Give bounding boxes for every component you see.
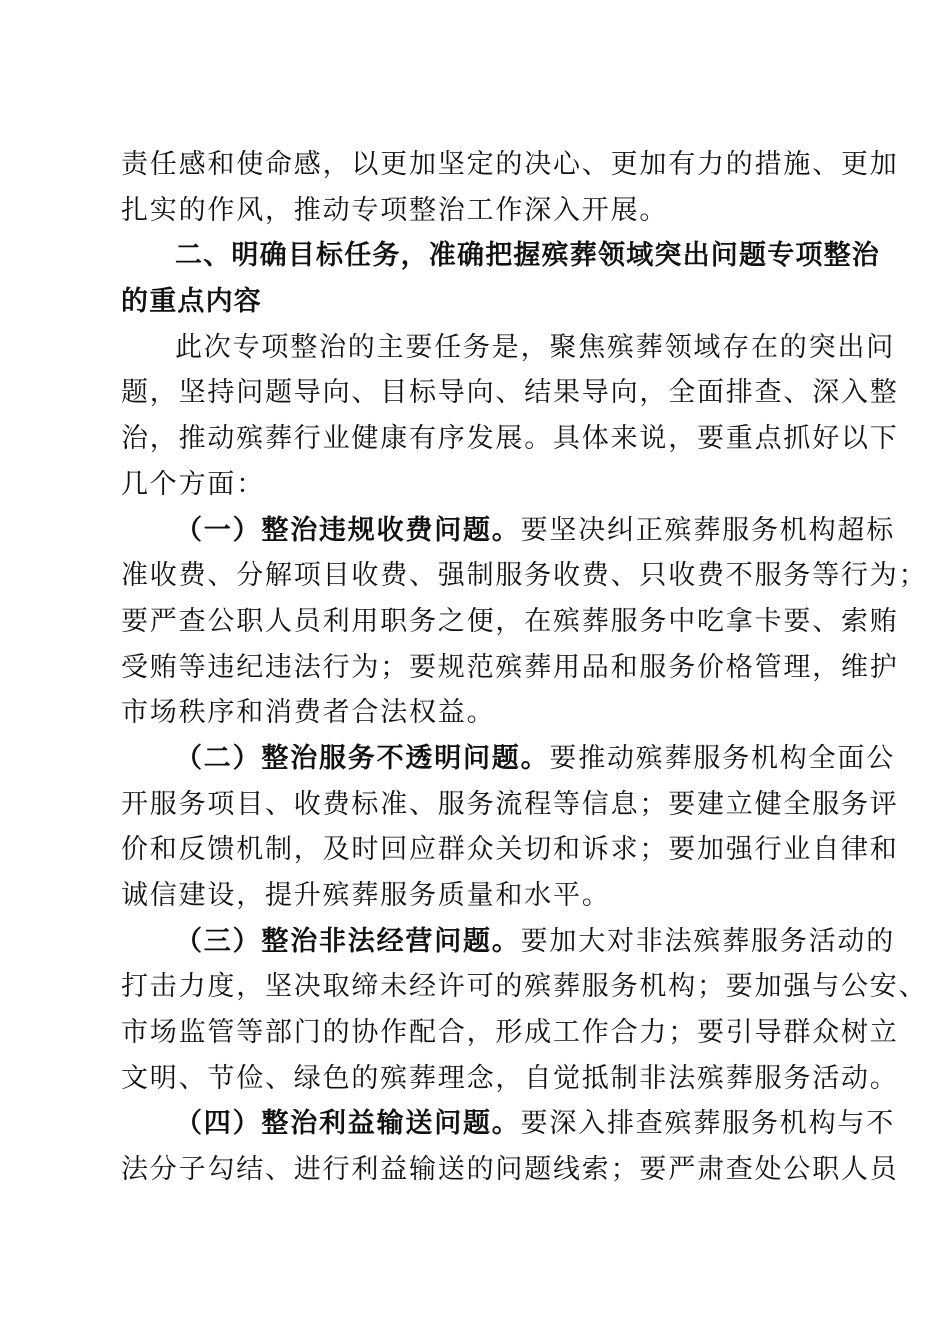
text-line: 扎实的作风，推动专项整治工作深入开展。 [121,194,669,226]
text-line: 市场秩序和消费者合法权益。 [121,697,496,729]
text-line: 治，推动殡葬行业健康有序发展。具体来说，要重点抓好以下 [121,423,899,455]
text-line: 此次专项整治的主要任务是，聚焦殡葬领域存在的突出问 [175,331,895,363]
text-line: 准收费、分解项目收费、强制服务收费、只收费不服务等行为； [121,560,928,592]
paragraph-main-tasks [121,325,899,508]
text-line: 市场监管等部门的协作配合，形成工作合力；要引导群众树立 [121,1017,899,1049]
text-line [121,919,896,965]
text-line [121,1101,896,1147]
item-text: 要深入排查殡葬服务机构与不 [520,1108,896,1140]
text-line: 法分子勾结、进行利益输送的问题线索；要严肃查处公职人员 [121,1154,899,1186]
item-text: 要加大对非法殡葬服务活动的 [520,925,896,957]
text-line [121,736,896,782]
text-line: 开服务项目、收费标准、服务流程等信息；要建立健全服务评 [121,788,899,820]
item-lead: （三）整治非法经营问题。 [175,925,521,957]
heading-line: 的重点内容 [121,286,262,318]
paragraph-item-3 [121,919,928,1102]
paragraph-item-1 [121,508,928,736]
text-line: 题，坚持问题导向、目标导向、结果导向，全面排查、深入整 [121,377,899,409]
text-line: 几个方面： [121,468,265,500]
text-line: 打击力度，坚决取缔未经许可的殡葬服务机构；要加强与公安、 [121,971,928,1003]
text-line [121,508,896,554]
item-lead: （二）整治服务不透明问题。 [175,742,550,774]
text-line: 受贿等违纪违法行为；要规范殡葬用品和服务价格管理，维护 [121,651,899,683]
paragraph-item-4 [121,1101,899,1192]
text-line: 要严查公职人员利用职务之便，在殡葬服务中吃拿卡要、索贿 [121,605,899,637]
text-line: 诚信建设，提升殡葬服务质量和水平。 [121,880,611,911]
text-line: 价和反馈机制，及时回应群众关切和诉求；要加强行业自律和 [121,834,899,866]
heading-line: 二、明确目标任务，准确把握殡葬领域突出问题专项整治 [175,240,880,272]
item-lead: （一）整治违规收费问题。 [175,514,521,546]
paragraph-item-2 [121,736,899,919]
section-heading [121,233,880,324]
paragraph-continuation [121,142,899,233]
item-text: 要推动殡葬服务机构全面公 [549,742,896,774]
item-lead: （四）整治利益输送问题。 [175,1108,521,1140]
item-text: 要坚决纠正殡葬服务机构超标 [520,514,896,546]
document-page [121,142,928,1193]
text-line: 责任感和使命感，以更加坚定的决心、更加有力的措施、更加 [121,149,899,180]
text-line: 文明、节俭、绿色的殡葬理念，自觉抵制非法殡葬服务活动。 [121,1062,899,1094]
